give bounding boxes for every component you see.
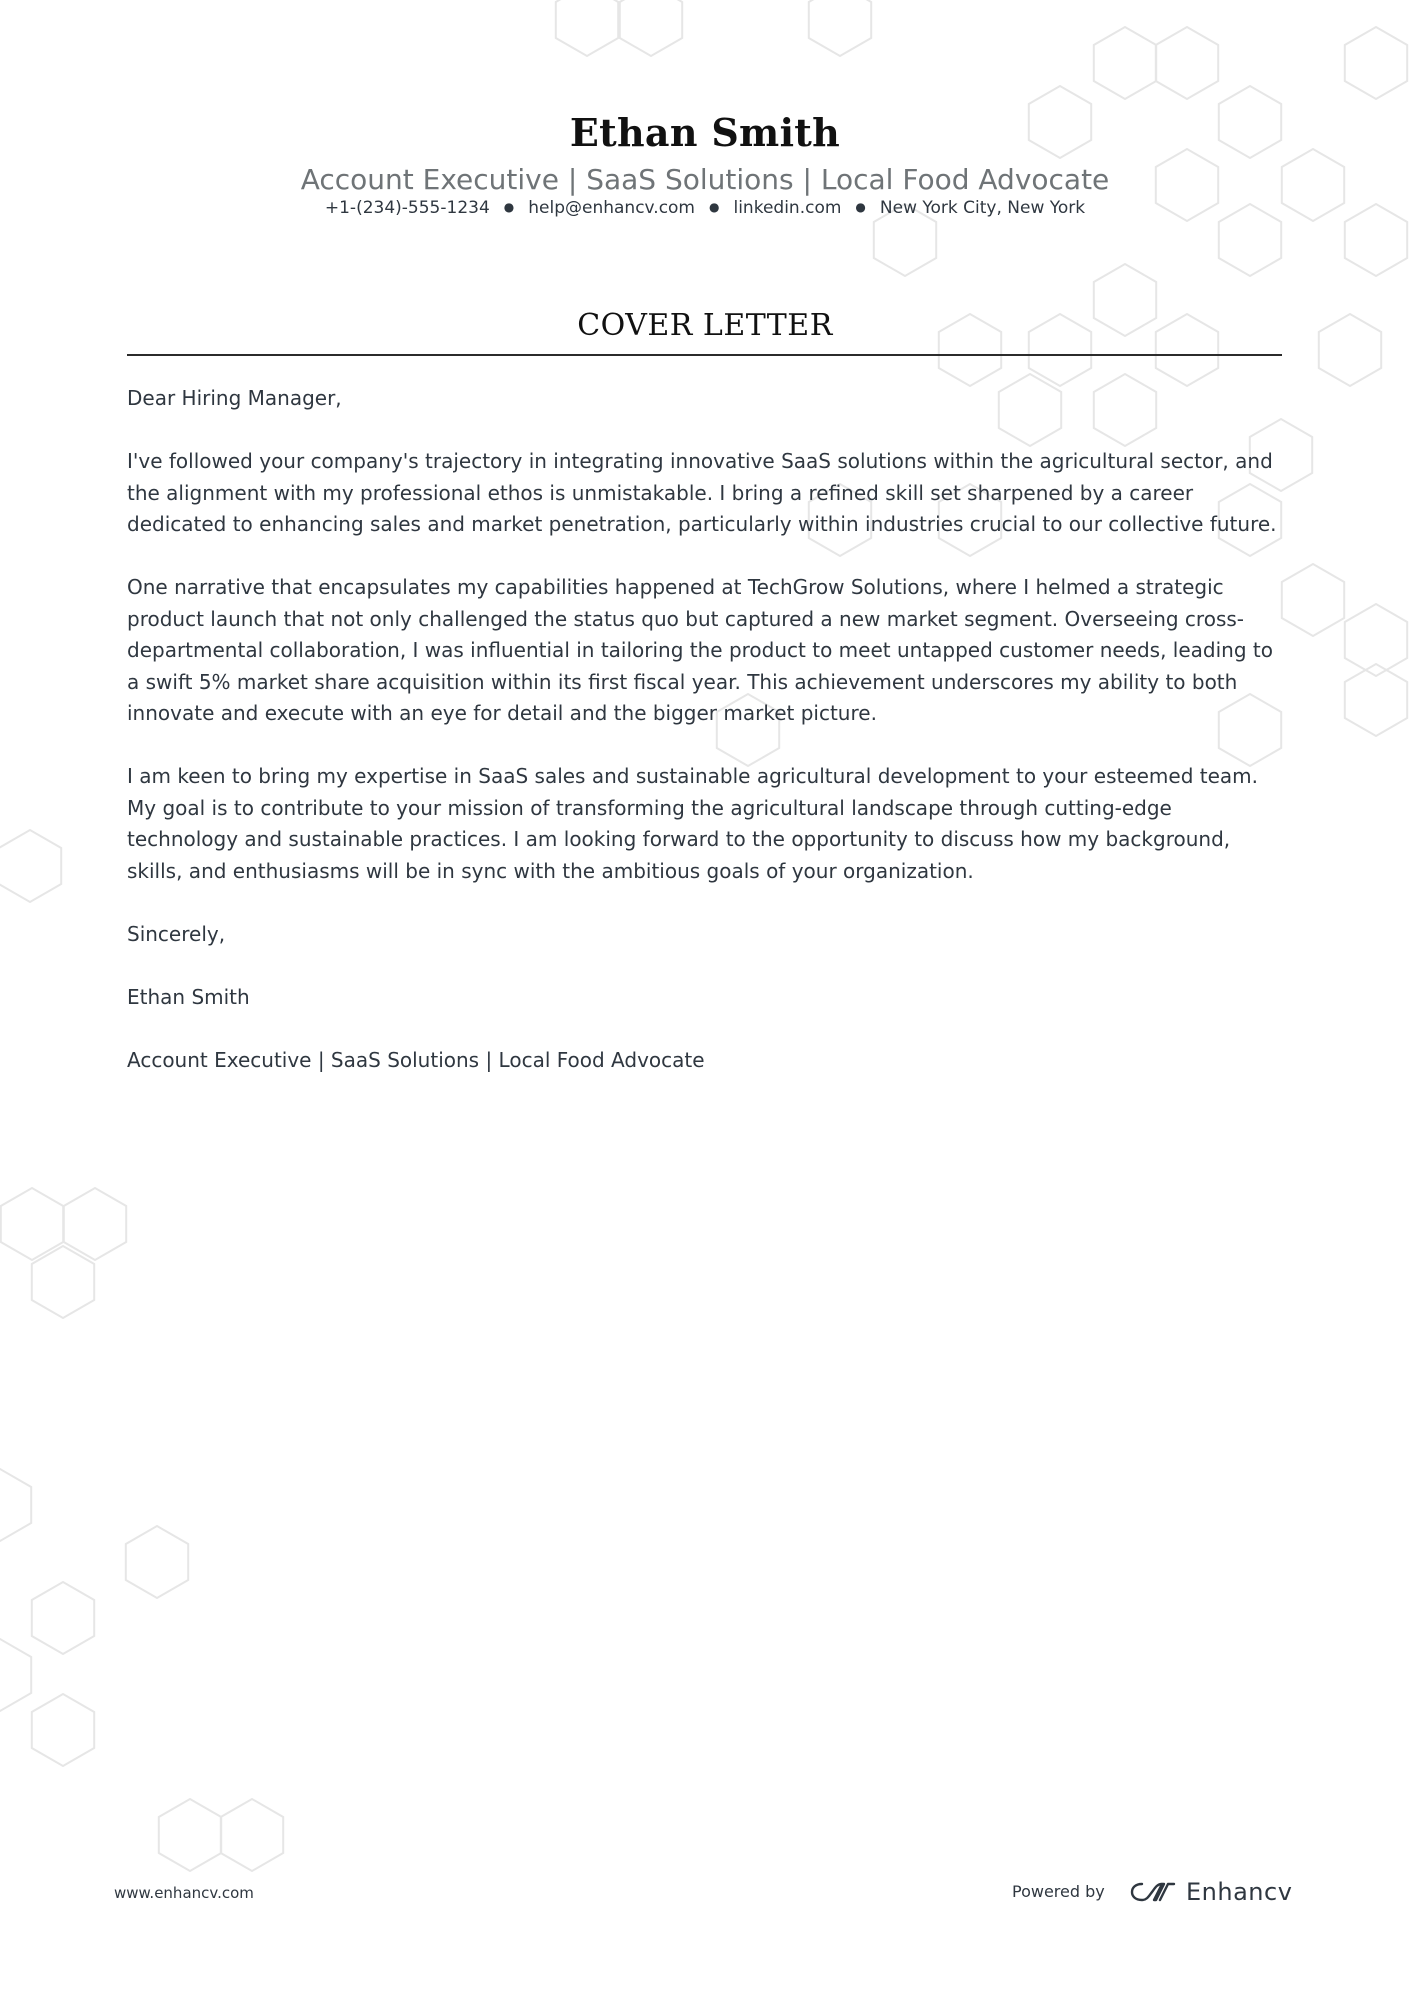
- applicant-headline: Account Executive | SaaS Solutions | Local Food Advocate: [300, 163, 1110, 196]
- contact-email[interactable]: help@enhancv.com: [528, 198, 695, 218]
- contact-location: New York City, New York: [879, 198, 1086, 218]
- letter-salutation: Dear Hiring Manager,: [127, 386, 342, 410]
- separator-dot: ●: [855, 200, 866, 214]
- letter-paragraph: I've followed your company's trajectory in integrating innovative SaaS solutions within the agricultural sector, and the alignment with my professional ethos is unmistakable. I bring a refined skill set sharpened by a career dedicated to enhancing sales and market penetration, particularly within industries crucial to our collective future.: [127, 449, 1277, 536]
- letter-body: [127, 383, 1287, 1108]
- brand-name: Enhancv: [1186, 1878, 1293, 1906]
- section-title: COVER LETTER: [577, 308, 833, 343]
- contact-linkedin[interactable]: linkedin.com: [733, 198, 842, 218]
- letter-paragraph: I am keen to bring my expertise in SaaS sales and sustainable agricultural development to your esteemed team. My goal is to contribute to your mission of transforming the agricultural landscape through cutting-edge technology and sustainable practices. I am looking forward to the opportunity to discuss how my background, skills, and enthusiasms will be in sync with the ambitious goals of your organization.: [127, 764, 1259, 883]
- signature-title: Account Executive | SaaS Solutions | Local Food Advocate: [127, 1047, 705, 1072]
- signature-name: Ethan Smith: [127, 984, 250, 1009]
- section-divider: [127, 354, 1282, 356]
- footer-website-link[interactable]: www.enhancv.com: [114, 1884, 254, 1902]
- applicant-name: Ethan Smith: [569, 110, 841, 155]
- contact-phone: +1-(234)-555-1234: [324, 198, 490, 218]
- separator-dot: ●: [503, 200, 515, 214]
- contact-line: [0, 198, 1410, 218]
- separator-dot: ●: [709, 200, 720, 214]
- powered-by-label: Powered by: [1012, 1882, 1105, 1901]
- letter-paragraph: One narrative that encapsulates my capabilities happened at TechGrow Solutions, where I helmed a strategic product launch that not only challenged the status quo but captured a new market segment. Overseeing cross-departmental collaboration, I was influential in tailoring the product to meet untapped customer needs, leading to a swift 5% market share acquisition within its first fiscal year. This achievement underscores my ability to both innovate and execute with an eye for detail and the bigger market picture.: [127, 575, 1273, 725]
- enhancv-logo-icon: [1130, 1880, 1176, 1904]
- enhancv-brand[interactable]: [1130, 1876, 1292, 1908]
- letter-closing: Sincerely,: [127, 921, 226, 946]
